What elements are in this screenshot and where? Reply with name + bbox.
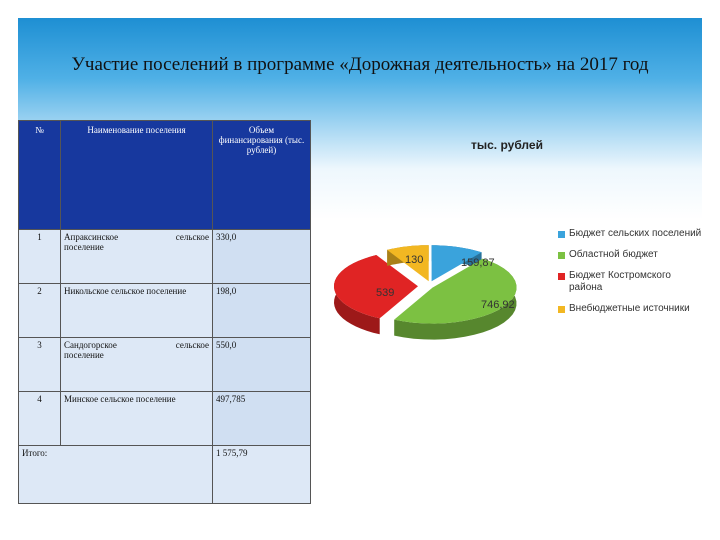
legend-item [558, 303, 702, 315]
row-name-a: Минское сельское поселение [64, 394, 176, 404]
data-label-2: 539 [376, 287, 395, 299]
page-title: Участие поселений в программе «Дорожная деятельность» на 2017 год [71, 54, 649, 75]
legend-swatch [558, 231, 565, 238]
row-name-c: поселение [64, 350, 104, 360]
legend-swatch [558, 306, 565, 313]
row-value: 198,0 [213, 284, 311, 338]
row-name-c: поселение [64, 242, 104, 252]
row-name-a: Апраксинское [64, 232, 119, 242]
legend-label: Бюджет сельских поселений [569, 228, 702, 239]
legend-item [558, 270, 702, 294]
legend-swatch [558, 252, 565, 259]
legend-label: Бюджет Костромского района [569, 270, 671, 293]
row-value: 497,785 [213, 392, 311, 446]
total-label: Итого: [19, 446, 213, 504]
row-num: 1 [19, 230, 61, 284]
row-num: 3 [19, 338, 61, 392]
chart-legend [558, 228, 702, 324]
chart-title: тыс. рублей [471, 138, 543, 152]
legend-label: Внебюджетные источники [569, 303, 690, 314]
legend-item [558, 249, 702, 261]
header-name: Наименование поселения [61, 121, 213, 230]
data-label-0: 159,87 [461, 257, 495, 269]
slide [18, 18, 702, 522]
header-num: № [19, 121, 61, 230]
row-value: 330,0 [213, 230, 311, 284]
legend-swatch [558, 273, 565, 280]
total-value: 1 575,79 [213, 446, 311, 504]
legend-item [558, 228, 702, 240]
header-value: Объем финансирования (тыс. рублей) [213, 121, 311, 230]
row-value: 550,0 [213, 338, 311, 392]
row-num: 2 [19, 284, 61, 338]
row-name-b: сельское [175, 232, 209, 242]
data-label-1: 746,92 [481, 299, 515, 311]
row-num: 4 [19, 392, 61, 446]
row-name-b: сельское [175, 340, 209, 350]
data-label-3: 130 [405, 254, 424, 266]
row-name-a: Сандогорское [64, 340, 117, 350]
row-name-a: Никольское сельское поселение [64, 286, 187, 296]
legend-label: Областной бюджет [569, 249, 658, 260]
